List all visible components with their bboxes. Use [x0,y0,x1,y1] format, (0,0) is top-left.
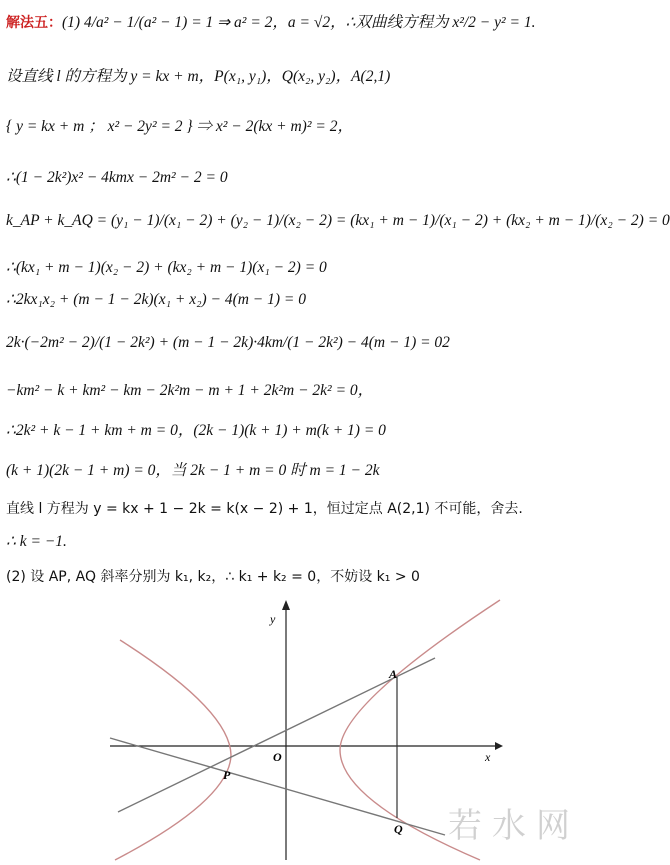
line-1 [6,10,536,32]
line-3: { y = kx + m ； x² − 2y² = 2 } ⇒ x² − 2(kx + m)² = 2， [6,118,353,135]
line-8: 2k·(−2m² − 2)/(1 − 2k²) + (m − 1 − 2k)·4km/(1 − 2k²) − 4(m − 1) = 02 [6,334,450,351]
line-10: ∴2k² + k − 1 + km + m = 0，(2k − 1)(k + 1) + m(k + 1) = 0 [6,422,386,439]
line-7: ∴2kx₁x₂ + (m − 1 − 2k)(x₁ + x₂) − 4(m − 1) = 0 [6,291,307,308]
line-11: (k + 1)(2k − 1 + m) = 0，当 2k − 1 + m = 0 时 m = 1 − 2k [6,462,380,479]
line-12: 直线 l 方程为 y = kx + 1 − 2k = k(x − 2) + 1，恒过定点 A(2,1) 不可能，舍去. [6,501,523,517]
line-4: ∴(1 − 2k²)x² − 4kmx − 2m² − 2 = 0 [6,169,228,186]
line-14: (2) 设 AP, AQ 斜率分别为 k₁, k₂，∴ k₁ + k₂ = 0，不妨设 k₁ > 0 [6,569,420,585]
line-5: k_AP + k_AQ = (y₁ − 1)/(x₁ − 2) + (y₂ − 1)/(x₂ − 2) = (kx₁ + m − 1)/(x₁ − 2) + (kx₂ + m − 1)/(x₂ − 2) = 0 [6,212,670,229]
label-a: A [389,667,398,681]
label-y: y [270,612,276,626]
line-ap [118,658,435,812]
label-p: P [223,768,231,782]
left-branch [115,640,231,860]
line-2: 设直线 l 的方程为 y = kx + m，P(x₁, y₁)，Q(x₂, y₂)，A(2,1) [6,68,391,85]
x-axis-arrow [495,742,503,750]
solution-label: 解法五： [6,15,62,31]
label-q: Q [394,822,403,836]
line-6: ∴(kx₁ + m − 1)(x₂ − 2) + (kx₂ + m − 1)(x₁ − 2) = 0 [6,259,327,276]
line-13: ∴ k = −1. [6,533,67,550]
label-o: O [273,750,282,764]
line-9: −km² − k + km² − km − 2k²m − m + 1 + 2k²m − 2k² = 0， [6,382,374,399]
label-x: x [485,750,491,764]
y-axis-arrow [282,600,290,610]
line-1-text: (1) 4/a² − 1/(a² − 1) = 1 ⇒ a² = 2，a = √2，∴双曲线方程为 x²/2 − y² = 1. [62,14,536,31]
watermark: 若水网 [448,806,580,846]
